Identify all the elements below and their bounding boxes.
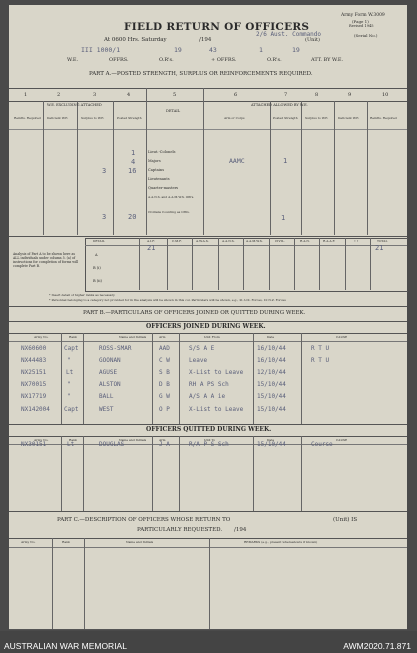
joined-row-4-army-no: NX70015 bbox=[21, 381, 47, 388]
analysis-col-other: • • bbox=[354, 239, 359, 243]
col-number-8: 8 bbox=[315, 92, 319, 98]
quit-col-date: Date bbox=[267, 438, 275, 442]
quit-col-army-no: Army No. bbox=[34, 438, 49, 442]
typed-serial: 19 bbox=[292, 46, 300, 54]
col-number-4: 4 bbox=[127, 92, 131, 98]
plus-offrs-label: + OFFRS. bbox=[211, 57, 237, 63]
joined-col-date: Date bbox=[267, 335, 275, 339]
joined-row-5-rank: " bbox=[67, 393, 71, 400]
sub-header-5: Arm or Corps bbox=[224, 116, 245, 120]
note-insert-detail: * Insert detail of higher ranks as necessary. bbox=[49, 293, 116, 297]
attached-label: ATTACHED ALLOWED BY W.E. bbox=[251, 103, 308, 107]
quit-col-name: Name and Initials bbox=[119, 438, 147, 442]
sub-header-3: Surplus to W.E. bbox=[81, 116, 105, 120]
analysis-table bbox=[85, 238, 408, 292]
analysis-row-b2: B (ii) bbox=[93, 279, 102, 283]
form-page bbox=[9, 5, 407, 630]
joined-row-1-arm: AAD bbox=[159, 345, 170, 352]
analysis-total-value: 21 bbox=[375, 244, 384, 252]
joined-row-1-unit: S/S A E bbox=[189, 345, 215, 352]
joined-row-5-arm: G W bbox=[159, 393, 170, 400]
attached-posted-value: 1 bbox=[283, 157, 288, 165]
col-number-5: 5 bbox=[173, 92, 177, 98]
joined-row-2-cause: R T U bbox=[311, 357, 330, 364]
analysis-col-ran: R.A.N. bbox=[300, 239, 310, 243]
analysis-row-b1: B (i) bbox=[93, 266, 101, 270]
sub-header-9: Reinfts. Required bbox=[370, 116, 397, 120]
joined-row-2-date: 16/10/44 bbox=[257, 357, 286, 364]
rank-lieutenants: Lieutenants bbox=[148, 177, 170, 181]
typed-strength: III 1000/1 bbox=[81, 46, 121, 54]
joined-row-3-rank: Lt bbox=[66, 369, 74, 376]
joined-row-4-unit: RH A PS Sch bbox=[189, 381, 229, 388]
analysis-col-aans: A.A.N.S. bbox=[222, 239, 235, 243]
analysis-aif-value: 21 bbox=[147, 244, 156, 252]
joined-row-4-date: 15/10/44 bbox=[257, 381, 286, 388]
note-personnel: * Personnel belonging to a category not provided for in the analysis will be shown in this col. Particulars will be shown, e.g., 2L U.K. Forces, 10 N.Z. Forces bbox=[49, 298, 286, 302]
col-number-10: 10 bbox=[382, 92, 389, 98]
sub-header-7: Surplus to W.E. bbox=[305, 116, 329, 120]
analysis-col-civil: CIVIL. bbox=[275, 239, 285, 243]
joined-col-cause: CAUSE bbox=[336, 335, 348, 339]
joined-heading: OFFICERS JOINED DURING WEEK. bbox=[146, 323, 266, 330]
col-number-9: 9 bbox=[348, 92, 352, 98]
rank-majors: Majors bbox=[148, 159, 161, 163]
offrs-label: OFFRS. bbox=[109, 57, 129, 63]
analysis-col-aif: A.I.F. bbox=[147, 239, 155, 243]
we-excl-label: W.E. EXCLUDING ATTACHED bbox=[47, 103, 102, 107]
unit-label: (Unit) bbox=[305, 37, 320, 43]
joined-row-6-rank: Capt bbox=[64, 406, 79, 413]
joined-row-3-name: AGUSE bbox=[99, 369, 118, 376]
posted-majors: 4 bbox=[131, 158, 136, 166]
joined-row-6-name: WEST bbox=[99, 406, 114, 413]
part-c-col-rank: Rank bbox=[62, 540, 70, 544]
part-a-table bbox=[9, 88, 407, 237]
joined-row-5-date: 15/10/44 bbox=[257, 393, 286, 400]
form-revised: Revised 1945 bbox=[349, 24, 374, 28]
hrs-line: At 0600 Hrs. Saturday bbox=[104, 37, 167, 43]
joined-row-2-name: GOONAN bbox=[99, 357, 121, 364]
col-number-1: 1 bbox=[24, 92, 28, 98]
surplus-captains: 3 bbox=[102, 167, 107, 175]
sub-header-8: Deficient W.E. bbox=[338, 116, 360, 120]
joined-row-1-army-no: NX60600 bbox=[21, 345, 47, 352]
joined-row-3-arm: S B bbox=[159, 369, 170, 376]
joined-col-arm: Arm bbox=[159, 335, 166, 339]
joined-row-2-army-no: NX44483 bbox=[21, 357, 47, 364]
joined-row-3-date: 12/10/44 bbox=[257, 369, 286, 376]
analysis-col-raaf: R.A.A.F. bbox=[323, 239, 336, 243]
total-surplus: 3 bbox=[102, 213, 107, 221]
col-number-6: 6 bbox=[234, 92, 238, 98]
quit-row-1-name: DOUGLAS bbox=[99, 441, 125, 448]
analysis-col-awas: A.W.A.S. bbox=[196, 239, 209, 243]
detail-label: DETAIL bbox=[166, 109, 181, 113]
total-posted: 20 bbox=[128, 213, 137, 221]
att-label: ATT. BY W.E. bbox=[311, 57, 344, 63]
serial-label: (Serial No.) bbox=[354, 33, 378, 38]
quit-col-arm: Arm bbox=[159, 438, 166, 442]
we-label: W.E. bbox=[67, 57, 79, 63]
joined-row-1-name: ROSS-SMAR bbox=[99, 345, 132, 352]
joined-row-1-rank: Capt bbox=[64, 345, 79, 352]
quit-row-1-cause: Course bbox=[311, 441, 333, 448]
year-label: /194 bbox=[199, 37, 212, 43]
quit-col-rank: Rank bbox=[69, 438, 77, 442]
typed-b: 43 bbox=[209, 46, 217, 54]
arm-corps-value: AAMC bbox=[229, 157, 245, 165]
joined-row-1-date: 16/10/44 bbox=[257, 345, 286, 352]
quit-row-1-rank: Lt bbox=[67, 441, 75, 448]
joined-row-2-rank: " bbox=[67, 357, 71, 364]
typed-unit-name: 2/6 Aust. Commando bbox=[256, 31, 322, 38]
joined-col-name: Name and Initials bbox=[119, 335, 147, 339]
joined-row-1-cause: R T U bbox=[311, 345, 330, 352]
sub-header-4: Posted Strength bbox=[117, 116, 142, 120]
col-number-2: 2 bbox=[57, 92, 61, 98]
sub-header-6: Posted Strength bbox=[273, 116, 298, 120]
form-number: Army Form W.3009 bbox=[341, 13, 385, 18]
joined-row-2-unit: Leave bbox=[189, 357, 208, 364]
part-c-heading: PART C.—DESCRIPTION OF OFFICERS WHOSE RETURN TO bbox=[57, 517, 231, 523]
rank-aans: A.A.N.S. and A.A.M.W.S. Offrs. bbox=[148, 195, 195, 199]
rank-captains: Captains bbox=[148, 168, 165, 172]
form-title: FIELD RETURN OF OFFICERS bbox=[124, 21, 310, 33]
analysis-col-cmf: C.M.F. bbox=[172, 239, 182, 243]
joined-col-unit-from: Unit From bbox=[204, 335, 220, 339]
joined-row-5-unit: A/S A A ie bbox=[189, 393, 226, 400]
joined-col-army-no: Army No. bbox=[34, 335, 49, 339]
quit-row-1-unit: R/A P S Sch bbox=[189, 441, 229, 448]
analysis-col-detail: DETAIL bbox=[93, 239, 105, 243]
joined-row-3-army-no: NX25151 bbox=[21, 369, 47, 376]
typed-a: 19 bbox=[174, 46, 182, 54]
part-c-col-remarks: REMARKS (e.g., present whereabouts if known) bbox=[244, 540, 318, 544]
col-number-3: 3 bbox=[93, 92, 97, 98]
joined-row-3-unit: X-List to Leave bbox=[189, 369, 244, 376]
joined-row-6-army-no: NX142004 bbox=[21, 406, 50, 413]
joined-row-2-arm: C W bbox=[159, 357, 170, 364]
attached-total-value: 1 bbox=[281, 214, 286, 222]
joined-row-4-rank: " bbox=[67, 381, 71, 388]
quit-row-1-army-no: NX30151 bbox=[21, 441, 47, 448]
analysis-instructions: Analysis of Part A to be shown here as ALL individuals under column 5. (a) of instructions for completion of forms will complete Part B. bbox=[13, 252, 79, 268]
form-page-no: (Page 1) bbox=[352, 19, 369, 24]
joined-row-5-name: BALL bbox=[99, 393, 114, 400]
part-a-heading: PART A.—POSTED STRENGTH, SURPLUS OR REINFORCEMENTS REQUIRED. bbox=[89, 71, 313, 77]
part-c-col-army-no: Army No. bbox=[21, 540, 36, 544]
quit-col-unit-to: Unit To bbox=[204, 438, 216, 442]
joined-row-5-army-no: NX17719 bbox=[21, 393, 47, 400]
quit-col-cause: CAUSE bbox=[336, 438, 348, 442]
footer-bar bbox=[0, 631, 417, 653]
joined-row-6-arm: O P bbox=[159, 406, 170, 413]
joined-col-rank: Rank bbox=[69, 335, 77, 339]
analysis-col-total: TOTAL bbox=[377, 239, 388, 243]
rank-lt-col: Lieut.-Colonels bbox=[148, 150, 176, 154]
rank-qm: Quarter-masters bbox=[148, 186, 179, 190]
sub-header-2: Deficient W.E. bbox=[47, 116, 69, 120]
part-c-unit-label: (Unit) IS bbox=[333, 517, 358, 523]
analysis-col-aamws: A.A.M.W.S. bbox=[246, 239, 263, 243]
joined-row-6-unit: X-List to Leave bbox=[189, 406, 244, 413]
joined-row-6-date: 15/10/44 bbox=[257, 406, 286, 413]
joined-row-4-name: ALSTON bbox=[99, 381, 121, 388]
part-b-heading: PART B.—PARTICULARS OF OFFICERS JOINED OR QUITTED DURING WEEK. bbox=[83, 310, 306, 316]
quitted-heading: OFFICERS QUITTED DURING WEEK. bbox=[146, 426, 272, 433]
typed-c: 1 bbox=[259, 46, 263, 54]
footer-id: AWM2020.71.871 bbox=[343, 641, 411, 651]
sub-header-1: Reinfts. Required bbox=[14, 116, 41, 120]
rank-civilians: Civilians Counting as Offrs. bbox=[148, 210, 190, 214]
quit-row-1-arm: J A bbox=[159, 441, 170, 448]
analysis-row-a: A bbox=[95, 253, 98, 257]
part-c-year: /194 bbox=[234, 527, 247, 533]
quit-row-1-date: 15/10/44 bbox=[257, 441, 286, 448]
posted-captains: 16 bbox=[128, 167, 137, 175]
part-c-particularly: PARTICULARLY REQUESTED. bbox=[137, 527, 223, 533]
footer-source: AUSTRALIAN WAR MEMORIAL bbox=[4, 641, 127, 651]
posted-ltcol: 1 bbox=[131, 149, 136, 157]
part-c-col-name: Name and Initials bbox=[126, 540, 154, 544]
ors2-label: O.R's. bbox=[267, 57, 282, 63]
col-number-7: 7 bbox=[284, 92, 288, 98]
ors-label: O.R's. bbox=[159, 57, 174, 63]
joined-row-4-arm: D B bbox=[159, 381, 170, 388]
